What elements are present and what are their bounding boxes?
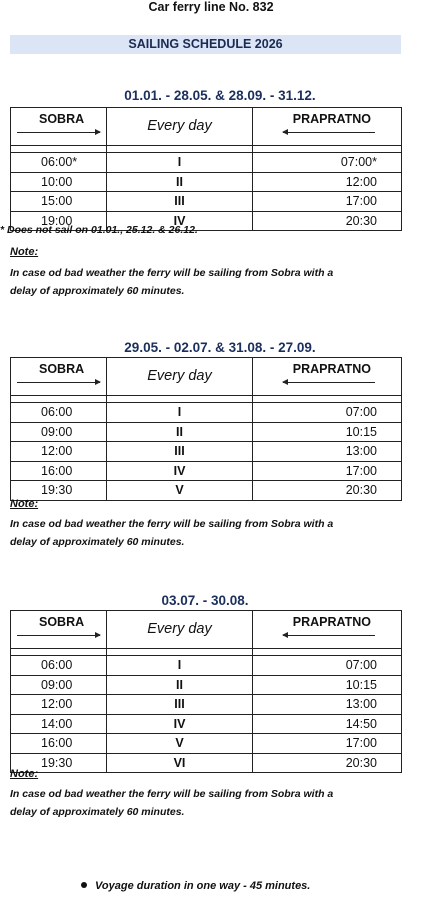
sailing-number: I [107,153,253,173]
header-prapratno [253,108,402,146]
table-row [11,442,402,462]
departure-prapratno: 10:15 [253,422,402,442]
table-row [11,192,402,212]
header-every-day-label: Every day [147,368,212,384]
departure-sobra: 15:00 [11,192,107,212]
sailing-number: II [107,172,253,192]
departure-sobra: 16:00 [11,461,107,481]
departure-sobra: 19:30 [11,753,107,773]
voyage-duration-bullet [81,880,310,892]
note-line-2: delay of approximately 60 minutes. [10,806,185,818]
header-every-day-label: Every day [147,621,212,637]
note-label: Note: [10,768,39,780]
sailing-number: IV [107,714,253,734]
sailing-number: IV [107,461,253,481]
sailing-number: II [107,675,253,695]
header-sobra-label: SOBRA [39,112,85,126]
voyage-duration-text: Voyage duration in one way - 45 minutes. [95,880,311,892]
table-row [11,403,402,423]
sailing-number: V [107,734,253,754]
arrow-right-icon [17,132,100,133]
header-prapratno-label: PRAPRATNO [292,362,371,376]
line-title: Car ferry line No. 832 [148,0,274,14]
departure-prapratno: 20:30 [253,211,402,231]
sailing-number: III [107,695,253,715]
schedule-table-period-3 [10,610,402,773]
departure-prapratno: 20:30 [253,753,402,773]
departure-prapratno: 07:00* [253,153,402,173]
sailing-number: III [107,192,253,212]
departure-prapratno: 13:00 [253,695,402,715]
departure-prapratno: 07:00 [253,403,402,423]
arrow-right-icon [17,635,100,636]
header-sobra-label: SOBRA [39,615,85,629]
departure-prapratno: 07:00 [253,656,402,676]
sailing-number: I [107,403,253,423]
departure-sobra: 14:00 [11,714,107,734]
departure-sobra: 12:00 [11,442,107,462]
period-2-label: 29.05. - 02.07. & 31.08. - 27.09. [124,340,316,355]
sailing-number: VI [107,753,253,773]
arrow-left-icon [283,635,375,636]
spacer-row [11,146,402,153]
note-line-1: In case od bad weather the ferry will be sailing from Sobra with a [10,267,334,279]
sailing-number: IV [107,211,253,231]
schedule-table-period-1 [10,107,402,231]
departure-prapratno: 17:00 [253,461,402,481]
table-row [11,172,402,192]
footnote: * Does not sail on 01.01., 25.12. & 26.12. [0,224,198,236]
note-label: Note: [10,498,39,510]
table-row [11,656,402,676]
arrow-right-icon [17,382,100,383]
departure-prapratno: 17:00 [253,192,402,212]
schedule-title-banner: SAILING SCHEDULE 2026 [10,35,401,54]
note-label: Note: [10,246,39,258]
departure-sobra: 19:30 [11,481,107,501]
arrow-left-icon [283,382,375,383]
note-text [10,264,405,300]
departure-sobra: 09:00 [11,675,107,695]
table-row [11,422,402,442]
table-header-row [11,358,402,396]
table-row [11,753,402,773]
departure-sobra: 12:00 [11,695,107,715]
departure-sobra: 06:00 [11,403,107,423]
header-days [107,108,253,146]
note-line-2: delay of approximately 60 minutes. [10,285,185,297]
departure-prapratno: 12:00 [253,172,402,192]
table-row [11,675,402,695]
header-days [107,611,253,649]
table-header-row [11,108,402,146]
arrow-left-icon [283,132,375,133]
note-line-1: In case od bad weather the ferry will be sailing from Sobra with a [10,518,334,530]
table-row [11,695,402,715]
departure-prapratno: 20:30 [253,481,402,501]
table-row [11,461,402,481]
departure-sobra: 06:00* [11,153,107,173]
note-text [10,515,405,551]
table-row [11,734,402,754]
header-sobra [11,611,107,649]
sailing-number: I [107,656,253,676]
note-line-1: In case od bad weather the ferry will be sailing from Sobra with a [10,788,334,800]
header-sobra [11,358,107,396]
header-prapratno-label: PRAPRATNO [292,615,371,629]
schedule-table-period-2 [10,357,402,501]
departure-prapratno: 10:15 [253,675,402,695]
spacer-row [11,396,402,403]
departure-prapratno: 14:50 [253,714,402,734]
header-every-day-label: Every day [147,118,212,134]
departure-prapratno: 13:00 [253,442,402,462]
period-1-label: 01.01. - 28.05. & 28.09. - 31.12. [124,88,316,103]
header-sobra [11,108,107,146]
spacer-row [11,649,402,656]
header-prapratno-label: PRAPRATNO [292,112,371,126]
table-row [11,481,402,501]
table-row [11,714,402,734]
note-line-2: delay of approximately 60 minutes. [10,536,185,548]
table-header-row [11,611,402,649]
departure-sobra: 16:00 [11,734,107,754]
header-days [107,358,253,396]
departure-prapratno: 17:00 [253,734,402,754]
departure-sobra: 10:00 [11,172,107,192]
sailing-number: II [107,422,253,442]
departure-sobra: 06:00 [11,656,107,676]
table-row [11,153,402,173]
bullet-icon [81,882,87,888]
header-sobra-label: SOBRA [39,362,85,376]
departure-sobra: 19:00 [11,211,107,231]
period-3-label: 03.07. - 30.08. [161,593,249,608]
sailing-number: V [107,481,253,501]
sailing-number: III [107,442,253,462]
departure-sobra: 09:00 [11,422,107,442]
note-text [10,785,405,821]
header-prapratno [253,611,402,649]
header-prapratno [253,358,402,396]
